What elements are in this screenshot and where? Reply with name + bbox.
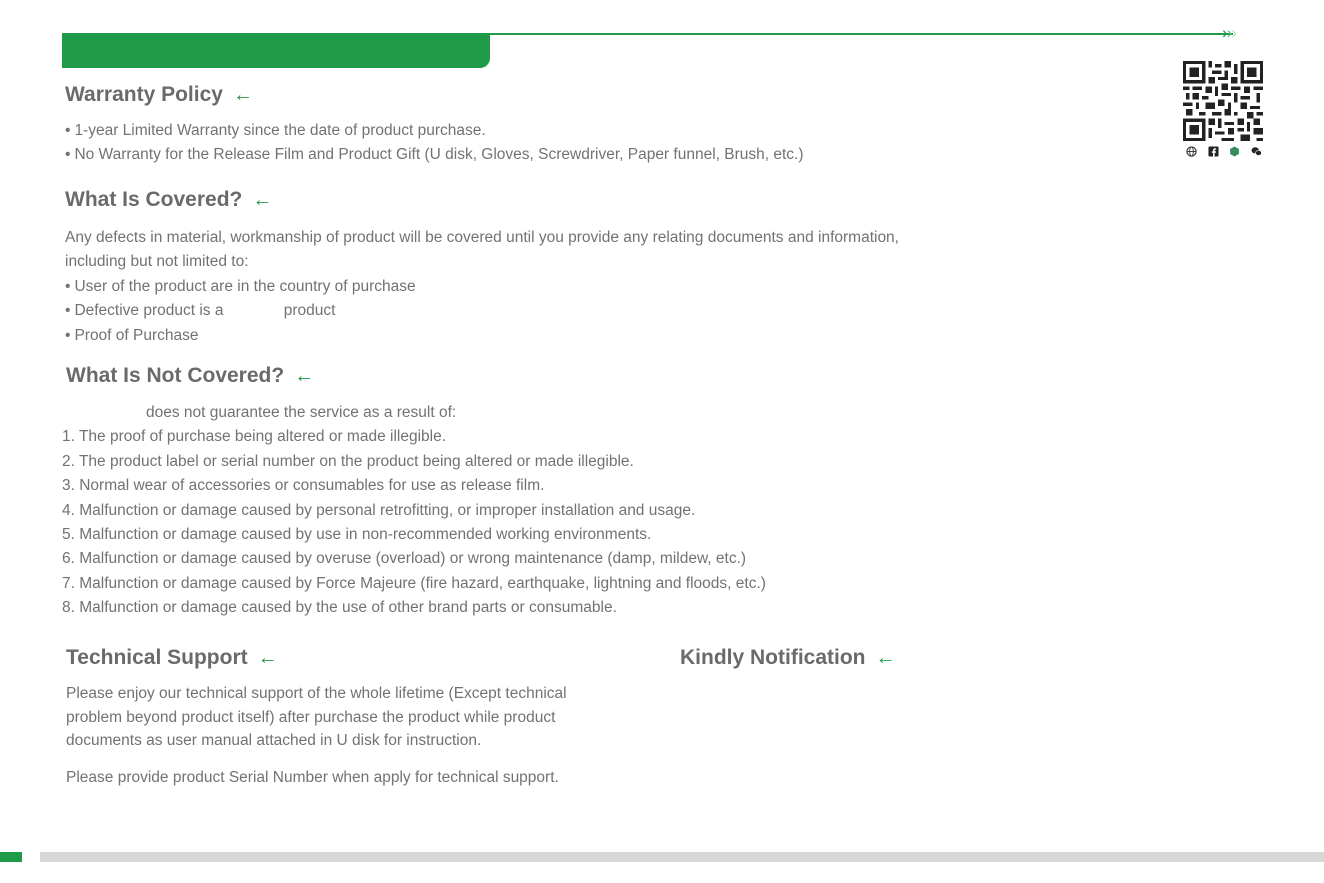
list-item: 8. Malfunction or damage caused by the use of other brand parts or consumable. bbox=[62, 599, 617, 617]
covered-intro-line: including but not limited to: bbox=[65, 253, 249, 271]
not-covered-body bbox=[62, 401, 766, 621]
what-is-not-covered-heading bbox=[66, 363, 314, 389]
technical-support-section bbox=[66, 645, 567, 790]
social-icons bbox=[1186, 145, 1262, 157]
heading-text: Technical Support bbox=[66, 646, 248, 669]
arrow-left-icon: ← bbox=[257, 647, 278, 669]
not-covered-intro: does not guarantee the service as a result of: bbox=[146, 404, 457, 421]
list-item: 4. Malfunction or damage caused by personal retrofitting, or improper installation and usage. bbox=[62, 501, 696, 519]
technical-support-line: documents as user manual attached in U disk for instruction. bbox=[66, 732, 482, 749]
what-is-covered-section bbox=[65, 187, 899, 348]
footer-bar bbox=[40, 852, 1324, 862]
heading-text: Warranty Policy bbox=[65, 83, 223, 106]
what-is-not-covered-section bbox=[66, 363, 314, 389]
warranty-policy-section bbox=[65, 82, 804, 168]
chevron-right-icon: › bbox=[1222, 23, 1227, 42]
what-is-covered-heading bbox=[65, 187, 899, 213]
technical-support-note: Please provide product Serial Number when apply for technical support. bbox=[66, 768, 559, 786]
technical-support-line: problem beyond product itself) after purchase the product while product bbox=[66, 708, 556, 726]
list-item: • 1-year Limited Warranty since the date of product purchase. bbox=[65, 122, 486, 139]
covered-intro-line: Any defects in material, workmanship of product will be covered until you provide any relating documents and information, bbox=[65, 229, 899, 246]
header-chevrons-icon bbox=[1222, 22, 1236, 44]
kindly-notification-section bbox=[680, 645, 896, 671]
list-item: • Defective product is a product bbox=[65, 302, 336, 320]
heading-text: What Is Covered? bbox=[65, 188, 243, 211]
header-rule bbox=[490, 33, 1233, 35]
list-item: 7. Malfunction or damage caused by Force Majeure (fire hazard, earthquake, lightning and floods, etc.) bbox=[62, 574, 766, 592]
list-item: • Proof of Purchase bbox=[65, 326, 199, 344]
wechat-icon[interactable] bbox=[1251, 146, 1262, 157]
list-item: • User of the product are in the country of purchase bbox=[65, 277, 416, 295]
warranty-policy-heading bbox=[65, 82, 804, 108]
warranty-policy-list bbox=[65, 119, 804, 168]
chevron-right-icon: › bbox=[1226, 23, 1232, 42]
arrow-left-icon: ← bbox=[252, 189, 273, 211]
header-banner bbox=[62, 33, 490, 68]
not-covered-list bbox=[62, 425, 766, 620]
list-item: • No Warranty for the Release Film and Product Gift (U disk, Gloves, Screwdriver, Paper funnel, Brush, etc.) bbox=[65, 146, 804, 164]
arrow-left-icon: ← bbox=[232, 84, 253, 106]
list-item: 6. Malfunction or damage caused by overuse (overload) or wrong maintenance (damp, mildew, etc.) bbox=[62, 550, 747, 568]
kindly-notification-heading bbox=[680, 645, 896, 671]
globe-icon[interactable] bbox=[1186, 146, 1197, 157]
hexagon-icon[interactable] bbox=[1229, 146, 1240, 157]
list-item: 5. Malfunction or damage caused by use in non-recommended working environments. bbox=[62, 526, 652, 544]
list-item: 1. The proof of purchase being altered or made illegible. bbox=[62, 428, 447, 446]
list-item: 3. Normal wear of accessories or consumables for use as release film. bbox=[62, 477, 545, 495]
qr-code-icon bbox=[1183, 61, 1263, 141]
arrow-left-icon: ← bbox=[294, 365, 315, 387]
facebook-icon[interactable] bbox=[1208, 146, 1219, 157]
chevron-right-icon: › bbox=[1231, 23, 1237, 42]
list-item: 2. The product label or serial number on the product being altered or made illegible. bbox=[62, 452, 634, 470]
covered-list bbox=[65, 275, 899, 348]
arrow-left-icon: ← bbox=[875, 647, 896, 669]
footer-accent bbox=[0, 852, 22, 862]
heading-text: What Is Not Covered? bbox=[66, 364, 285, 387]
technical-support-heading bbox=[66, 645, 567, 671]
technical-support-line: Please enjoy our technical support of the whole lifetime (Except technical bbox=[66, 685, 567, 702]
heading-text: Kindly Notification bbox=[680, 646, 866, 669]
